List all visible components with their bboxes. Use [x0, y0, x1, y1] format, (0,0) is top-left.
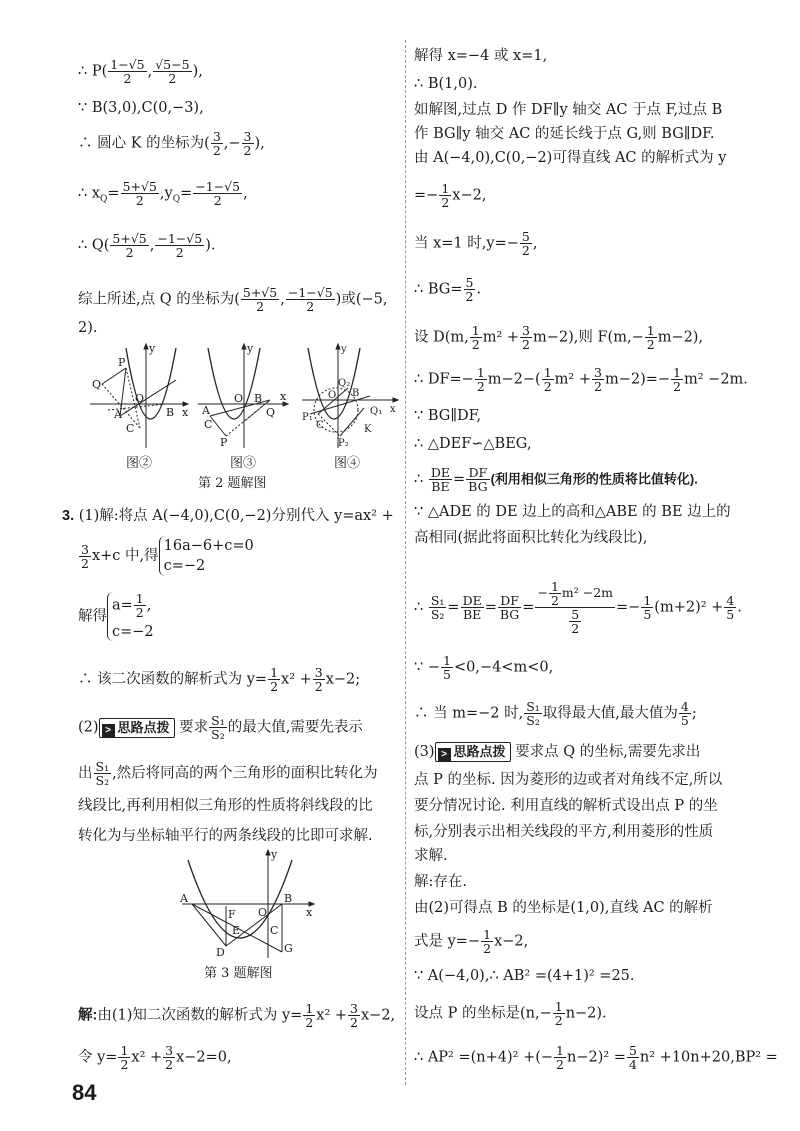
line-xq-yq: ∴ $x_Q=$ $\frac{5+√5}{2}$ $,y_Q=$ $\frac{-1-√5}{2}$ , — [78, 179, 248, 208]
figq3-label: O — [258, 906, 268, 919]
fig2-label: P — [118, 356, 126, 369]
fig4-label: Q₂ — [338, 378, 351, 389]
fig4-label: P₁ — [302, 412, 313, 423]
line-p-coord: ∴ P( $\frac{1-√5}{2}$ , $\frac{√5-5}{2}$ ), — [78, 57, 203, 86]
page-number: 84 — [72, 1080, 97, 1105]
fig2-label: y — [149, 342, 156, 355]
fig3-label: y — [247, 342, 254, 355]
solution-line1: 解:由(1)知二次函数的解析式为 y= $\frac{1}{2}$ x² + $\frac{3}{2}$ x−2, — [78, 1001, 396, 1030]
figq3-label: E — [232, 924, 241, 937]
line-summary-cont: 2). — [78, 320, 98, 336]
figq3-label: B — [284, 892, 293, 905]
part3-tip-line1: (3) > 思路点拨 要求点 Q 的坐标,需要先求出 — [414, 744, 701, 760]
column-divider — [405, 40, 406, 1085]
figq3-label: F — [228, 908, 236, 921]
r-line: ∴ B(1,0). — [414, 76, 478, 92]
r-line: ∴ △DEF∽△BEG, — [414, 436, 532, 452]
r-line: 要分情况讨论. 利用直线的解析式设出点 P 的坐 — [414, 798, 718, 814]
r-line-exists: 解:存在. — [414, 874, 467, 890]
fig3-label: O — [234, 392, 244, 405]
r-line-ap: ∴ AP² =(n+4)² +(− $\frac{1}{2}$ n−2)² = $\frac{5}{4}$ n² +10n+20,BP² = — [414, 1043, 778, 1072]
figq3-label: A — [180, 892, 188, 905]
equation-system: 16a−6+c=0 c=−2 — [159, 536, 254, 576]
fig3-caption: 图③ — [230, 456, 257, 471]
fig4-label: O — [328, 390, 337, 401]
line-center-k: ∴ 圆心 K 的坐标为( $\frac{3}{2}$ ,− $\frac{3}{2}$ ), — [78, 129, 265, 158]
fig4-label: x — [390, 404, 396, 415]
solution-line2: 令 y= $\frac{1}{2}$ x² + $\frac{3}{2}$ x−2=0, — [78, 1043, 232, 1072]
fig2-label: A — [114, 408, 122, 421]
figq3-label: D — [216, 946, 225, 959]
fig3-label: C — [204, 418, 213, 431]
r-line-ac-eq: =− $\frac{1}{2}$ x−2, — [414, 181, 487, 210]
q3-solve: 解得 a= $\frac{1}{2}$ , c=−2 — [78, 591, 154, 640]
fig2-label: C — [126, 422, 135, 435]
q3-result: ∴ 该二次函数的解析式为 y= $\frac{1}{2}$ x² + $\frac{3}{2}$ x−2; — [78, 665, 361, 694]
question-number: 3. — [62, 508, 75, 524]
fig2-label: O — [135, 392, 145, 405]
line-bc-coords: ∵ B(3,0),C(0,−3), — [78, 100, 204, 116]
r-line-p: 设点 P 的坐标是(n,− $\frac{1}{2}$ n−2). — [414, 999, 607, 1028]
part2-tip-line2: 出 $\frac{\text{S₁}}{\text{S₂}}$ ,然后将同高的两个三角形的面积比转化为 — [78, 759, 378, 788]
fig3-label: P — [220, 436, 228, 449]
fig2-label: B — [166, 406, 175, 419]
fig4-label: C — [316, 420, 324, 431]
r-line: 高相同(据此将面积比转化为线段比), — [414, 530, 648, 546]
figq3-label: y — [271, 848, 278, 861]
fig2-label: x — [182, 406, 189, 419]
fig-group-caption: 第 2 题解图 — [198, 476, 267, 491]
figure-4 — [300, 340, 400, 450]
r-line: 如解图,过点 D 作 DF∥y 轴交 AC 于点 F,过点 B — [414, 102, 723, 118]
r-line: 求解. — [414, 848, 448, 864]
part2-tip-line4: 转化为与坐标轴平行的两条线段的比即可求解. — [78, 828, 373, 844]
solution-system: a= $\frac{1}{2}$ , c=−2 — [107, 592, 154, 641]
r-line: 由(2)可得点 B 的坐标是(1,0),直线 AC 的解析 — [414, 900, 713, 916]
r-line-s-ratio: ∴ $\frac{\text{S₁}}{\text{S₂}}$ = $\frac{DE}{BE}$ = $\frac{DF}{BG}$ = − $\frac{1}{2}$ m² −2m $\frac{5}{2}$ =− $\frac{1}{5}$ (m+2)² + $\frac{4}{5}$ . — [414, 579, 742, 636]
r-line-ratio: ∴ $\frac{DE}{BE}$ = $\frac{DF}{BG}$ (利用相似三角形的性质将比值转化). — [414, 465, 698, 494]
fig4-label: Q₁ — [370, 406, 383, 417]
r-line-x1: 当 x=1 时,y=− $\frac{5}{2}$ , — [414, 229, 538, 258]
r-line: ∵ BG∥DF, — [414, 408, 482, 424]
q3-line2: $\frac{3}{2}$ x+c 中,得 16a−6+c=0 c=−2 — [81, 538, 254, 574]
fig4-label: B — [352, 388, 360, 399]
figq3-label: x — [306, 906, 313, 919]
line-summary: 综上所述,点 Q 的坐标为( $\frac{5+√5}{2}$ , $\frac{-1-√5}{2}$ )或(−5, — [78, 285, 388, 314]
r-line: 由 A(−4,0),C(0,−2)可得直线 AC 的解析式为 y — [414, 150, 727, 166]
r-line: ∵ △ADE 的 DE 边上的高和△ABE 的 BE 边上的 — [414, 504, 731, 520]
fig3-label: Q — [266, 406, 276, 419]
r-line: 点 P 的坐标. 因为菱形的边或者对角线不定,所以 — [414, 772, 723, 788]
r-line: 标,分别表示出相关线段的平方,利用菱形的性质 — [414, 824, 714, 840]
r-line: 作 BG∥y 轴交 AC 的延长线于点 G,则 BG∥DF. — [414, 126, 715, 142]
fig4-label: K — [364, 424, 372, 435]
fig4-label: y — [341, 344, 347, 355]
r-line: ∵ A(−4,0),∴ AB² =(4+1)² =25. — [414, 968, 635, 984]
tip-badge: > 思路点拨 — [435, 742, 511, 762]
fig3-label: B — [254, 392, 263, 405]
line-q-coord: ∴ Q( $\frac{5+√5}{2}$ , $\frac{-1-√5}{2}$ ). — [78, 231, 216, 260]
fig3-label: x — [280, 390, 287, 403]
r-line-bg: ∴ BG= $\frac{5}{2}$ . — [414, 275, 482, 304]
r-line: 解得 x=−4 或 x=1, — [414, 48, 548, 64]
r-line-neg: ∵ − $\frac{1}{5}$ <0,−4<m<0, — [414, 653, 554, 682]
part2-tip-line3: 线段比,再利用相似三角形的性质将斜线段的比 — [78, 798, 373, 814]
part2-tip-line1: (2) > 思路点拨 要求 $\frac{\text{S₁}}{\text{S₂}}$ 的最大值,需要先表示 — [78, 713, 363, 742]
compound-fraction: − $\frac{1}{2}$ m² −2m $\frac{5}{2}$ — [537, 579, 614, 636]
r-line-ac: 式是 y=− $\frac{1}{2}$ x−2, — [414, 927, 529, 956]
fig-q3-caption: 第 3 题解图 — [204, 966, 273, 981]
fig4-label: P₂ — [338, 438, 349, 449]
figq3-label: C — [270, 924, 279, 937]
chevron-right-icon: > — [438, 748, 451, 761]
figure-2 — [88, 340, 192, 450]
chevron-right-icon: > — [102, 724, 115, 737]
q3-line1: 3. (1)解:将点 A(−4,0),C(0,−2)分别代入 y=ax² + — [62, 508, 394, 524]
r-line-max: ∴ 当 m=−2 时, $\frac{\text{S₁}}{\text{S₂}}$ 取得最大值,最大值为 $\frac{4}{5}$ ; — [414, 699, 697, 728]
tip-badge: > 思路点拨 — [99, 718, 175, 738]
fig3-label: A — [202, 404, 210, 417]
r-line-dm: 设 D(m, $\frac{1}{2}$ m² + $\frac{3}{2}$ m−2),则 F(m,− $\frac{1}{2}$ m−2), — [414, 323, 704, 352]
fig2-label: Q — [92, 378, 102, 391]
fig2-caption: 图② — [126, 456, 153, 471]
figure-q3 — [178, 846, 318, 962]
figq3-label: G — [284, 942, 293, 955]
figure-3 — [196, 340, 292, 450]
fig4-caption: 图④ — [334, 456, 361, 471]
r-line-df: ∴ DF=− $\frac{1}{2}$ m−2−( $\frac{1}{2}$ m² + $\frac{3}{2}$ m−2)=− $\frac{1}{2}$ m² −2m. — [414, 365, 748, 394]
